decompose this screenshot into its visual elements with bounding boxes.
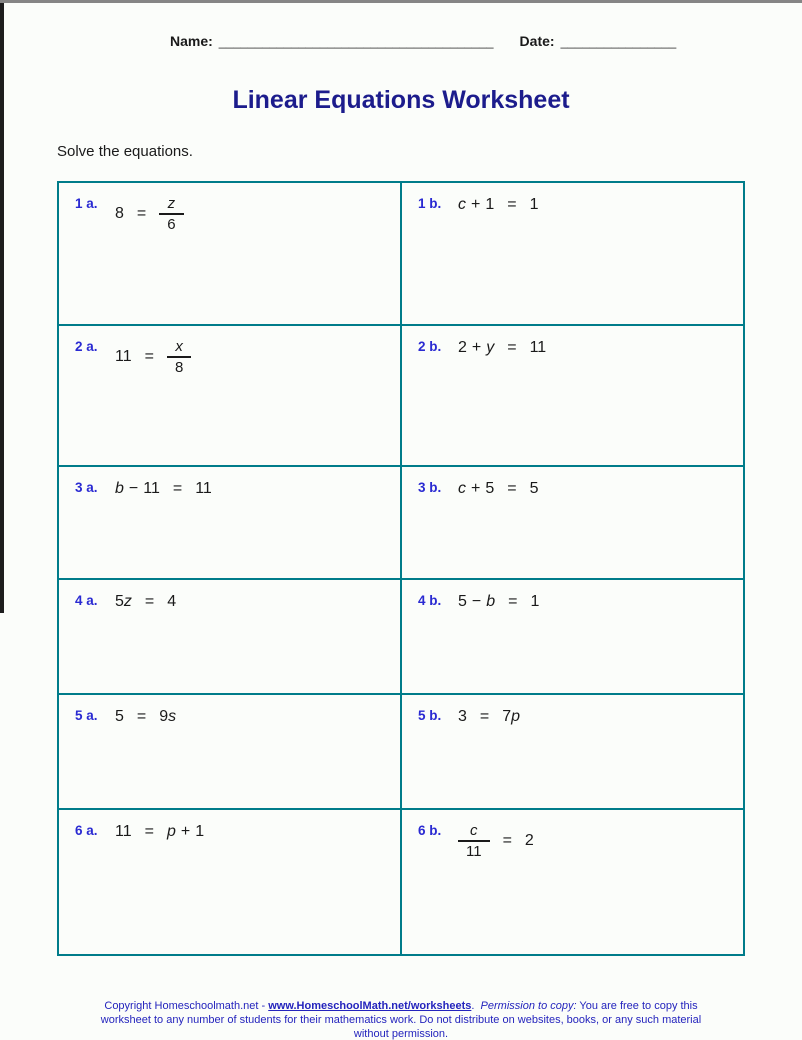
equation-term: 9 <box>159 708 169 725</box>
equation <box>115 821 204 843</box>
equation-term: + <box>180 823 191 840</box>
equation-term: 11 <box>195 480 212 497</box>
scan-edge-top <box>0 0 802 3</box>
problem-label: 5 a. <box>75 708 98 723</box>
equation <box>115 337 191 377</box>
equation-term: 1 <box>195 823 205 840</box>
fraction: $\frac{z}{6}$ <box>159 194 183 234</box>
equation-term: b <box>115 480 124 497</box>
equation <box>458 591 539 613</box>
equation-term: 11 <box>529 339 547 356</box>
equation-term: 3 <box>458 708 467 725</box>
equation-term: = <box>144 348 154 365</box>
equation-term: 4 <box>167 593 177 610</box>
page-title: Linear Equations Worksheet <box>232 86 570 114</box>
problem-label: 1 a. <box>75 196 98 211</box>
equation <box>115 478 212 500</box>
equation-term: 5 <box>115 593 124 610</box>
equation <box>115 591 176 613</box>
equation-term: 1 <box>529 196 539 213</box>
equation <box>458 706 520 728</box>
copyright-text: Copyright Homeschoolmath.net - <box>104 1000 269 1012</box>
equation-term: 11 <box>143 480 160 497</box>
equation-term: = <box>507 480 517 497</box>
equation-term: 11 <box>115 348 132 365</box>
problem-grid <box>57 181 745 956</box>
problem-label: 2 a. <box>75 339 98 354</box>
fraction: $\frac{x}{8}$ <box>167 337 191 377</box>
equation-term: 5 <box>458 593 467 610</box>
equation-term: y <box>486 339 495 356</box>
equation-term: 1 <box>485 196 495 213</box>
problem-label: 2 b. <box>418 339 442 354</box>
equation-term: − <box>471 593 482 610</box>
equation-term: = <box>172 480 183 497</box>
problem-cell-3a <box>59 467 402 580</box>
equation <box>458 821 534 861</box>
problem-cell-1a <box>59 183 402 326</box>
equation-term: s <box>168 708 177 725</box>
equation-term: = <box>502 832 512 849</box>
problem-label: 3 b. <box>418 480 442 495</box>
equation-term: c <box>458 196 466 213</box>
problem-cell-4a <box>59 580 402 695</box>
problem-cell-2a <box>59 326 402 467</box>
problem-label: 5 b. <box>418 708 442 723</box>
worksheets-link[interactable]: www.HomeschoolMath.net/worksheets <box>268 1000 472 1012</box>
equation-term: z <box>123 593 132 610</box>
problem-label: 4 a. <box>75 593 98 608</box>
date-blank-line: ________________ <box>560 34 677 49</box>
equation-term: b <box>486 593 496 610</box>
permission-text: You are free to copy this worksheet to any number of students for their mathematics work. Do not distribute on websites, books, or any such material without permission. <box>100 1000 702 1040</box>
permission-label: Permission to copy: <box>480 1000 577 1012</box>
problem-cell-1b <box>402 183 745 326</box>
equation-term: 5 <box>529 480 539 497</box>
equation-term: = <box>144 823 154 840</box>
name-date-row <box>170 33 677 49</box>
equation <box>458 194 539 216</box>
equation-term: 2 <box>458 339 467 356</box>
fraction: $\frac{c}{11}$ <box>458 821 490 861</box>
problem-cell-5a <box>59 695 402 810</box>
equation-term: = <box>136 205 147 222</box>
equation-term: p <box>511 708 521 725</box>
problem-cell-5b <box>402 695 745 810</box>
problem-cell-6a <box>59 810 402 954</box>
equation-term: = <box>507 339 517 356</box>
name-label: Name: <box>170 33 213 49</box>
problem-cell-2b <box>402 326 745 467</box>
equation <box>458 478 539 500</box>
equation-term: = <box>479 708 490 725</box>
problem-cell-6b <box>402 810 745 954</box>
equation-term: − <box>128 480 139 497</box>
instruction-text: Solve the equations. <box>57 143 193 160</box>
footer-text <box>91 999 711 1040</box>
name-blank-line: ______________________________________ <box>218 34 494 49</box>
equation-term: 2 <box>524 832 534 849</box>
equation-term: = <box>144 593 155 610</box>
problem-label: 4 b. <box>418 593 442 608</box>
problem-label: 6 b. <box>418 823 442 838</box>
problem-label: 3 a. <box>75 480 98 495</box>
equation-term: 7 <box>502 708 512 725</box>
equation-term: p <box>166 823 176 840</box>
date-label: Date: <box>519 33 555 49</box>
equation-term: + <box>471 339 482 356</box>
problem-cell-3b <box>402 467 745 580</box>
equation <box>115 194 184 234</box>
problem-cell-4b <box>402 580 745 695</box>
equation-term: 1 <box>530 593 540 610</box>
equation-term: + <box>471 480 481 497</box>
problem-label: 6 a. <box>75 823 98 838</box>
equation-term: 5 <box>115 708 124 725</box>
equation-term: 8 <box>115 205 124 222</box>
equation-term: 11 <box>115 823 132 840</box>
footer <box>0 999 802 1040</box>
equation-term: 5 <box>485 480 495 497</box>
equation-term: = <box>136 708 147 725</box>
equation <box>115 706 176 728</box>
equation-term: = <box>508 593 518 610</box>
equation-term: = <box>507 196 517 213</box>
problem-label: 1 b. <box>418 196 442 211</box>
equation-term: + <box>471 196 481 213</box>
equation <box>458 337 546 359</box>
date-group <box>520 33 677 49</box>
equation-term: c <box>458 480 466 497</box>
after-link-text: . <box>471 1000 481 1012</box>
